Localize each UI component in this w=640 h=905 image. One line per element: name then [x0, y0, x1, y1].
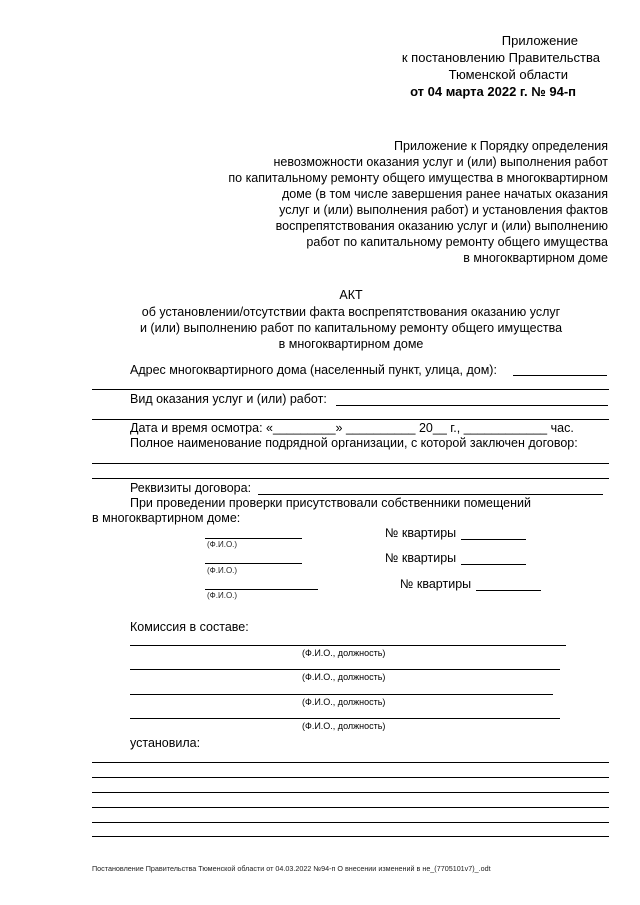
owner-fio-caption: (Ф.И.О.) — [207, 540, 238, 549]
procedure-line: по капитальному ремонту общего имущества в многоквартирном — [228, 171, 608, 185]
owners-present-text-2: в многоквартирном доме: — [92, 511, 241, 525]
commission-member-input-line[interactable] — [130, 718, 560, 719]
inspection-datetime[interactable]: Дата и время осмотра: «_________» __________ 20__ г., ____________ час. — [130, 421, 574, 435]
procedure-line: невозможности оказания услуг и (или) выполнения работ — [273, 155, 608, 169]
resolution-date: от 04 марта 2022 г. № 94-п — [410, 84, 576, 99]
address-input-line[interactable] — [513, 375, 607, 376]
apartment-label: № квартиры — [400, 577, 472, 591]
commission-label: Комиссия в составе: — [130, 620, 249, 634]
service-type-input-line[interactable] — [336, 405, 608, 406]
owners-present-text: При проведении проверки присутствовали собственники помещений — [130, 496, 531, 510]
apartment-label: № квартиры — [385, 526, 457, 540]
act-subtitle-line: в многоквартирном доме — [278, 337, 424, 351]
procedure-line: доме (в том числе завершения ранее начатых оказания — [281, 187, 608, 201]
act-heading — [92, 287, 610, 352]
procedure-line: Приложение к Порядку определения — [394, 139, 608, 153]
contract-details-label: Реквизиты договора: — [130, 481, 252, 495]
apartment-label: № квартиры — [385, 551, 457, 565]
service-type-input-line-2[interactable] — [92, 419, 609, 420]
apartment-input-line[interactable] — [461, 539, 526, 540]
contract-details-input-line[interactable] — [258, 494, 603, 495]
document-footer: Постановление Правительства Тюменской области от 04.03.2022 №94-п О внесении изменений в не_(7705101v7)_.odt — [92, 864, 491, 873]
contractor-input-line[interactable] — [92, 463, 609, 464]
findings-input-line[interactable] — [92, 792, 609, 793]
commission-member-caption: (Ф.И.О., должность) — [302, 672, 386, 682]
contractor-input-line-2[interactable] — [92, 478, 609, 479]
appendix-header-line: Тюменской области — [448, 67, 568, 82]
findings-input-line[interactable] — [92, 807, 609, 808]
owner-fio-caption: (Ф.И.О.) — [207, 591, 238, 600]
contractor-label: Полное наименование подрядной организации, с которой заключен договор: — [130, 436, 578, 450]
findings-input-line[interactable] — [92, 762, 609, 763]
apartment-input-line[interactable] — [461, 564, 526, 565]
commission-member-caption: (Ф.И.О., должность) — [302, 648, 386, 658]
established-label: установила: — [130, 736, 201, 750]
procedure-line: услуг и (или) выполнения работ) и установления фактов — [279, 203, 608, 217]
commission-member-input-line[interactable] — [130, 645, 566, 646]
commission-member-caption: (Ф.И.О., должность) — [302, 721, 386, 731]
appendix-header-line: Приложение — [501, 33, 578, 48]
address-input-line-2[interactable] — [92, 389, 609, 390]
appendix-header — [402, 32, 608, 100]
owner-fio-caption: (Ф.И.О.) — [207, 566, 238, 575]
findings-input-line[interactable] — [92, 822, 609, 823]
owner-fio-input-line[interactable] — [205, 589, 318, 590]
appendix-header-line: к постановлению Правительства — [401, 50, 600, 65]
address-label: Адрес многоквартирного дома (населенный пункт, улица, дом): — [130, 363, 497, 377]
owner-fio-input-line[interactable] — [205, 538, 302, 539]
commission-member-input-line[interactable] — [130, 694, 553, 695]
apartment-input-line[interactable] — [476, 590, 541, 591]
procedure-line: воспрепятствования оказанию услуг и (или) выполнению — [275, 219, 608, 233]
commission-member-caption: (Ф.И.О., должность) — [302, 697, 386, 707]
commission-member-input-line[interactable] — [130, 669, 560, 670]
findings-input-line[interactable] — [92, 836, 609, 837]
act-title: АКТ — [339, 288, 363, 302]
act-subtitle-line: и (или) выполнению работ по капитальному ремонту общего имущества — [139, 321, 563, 335]
findings-input-line[interactable] — [92, 777, 609, 778]
act-subtitle-line: об установлении/отсутствии факта воспрепятствования оказанию услуг — [141, 305, 561, 319]
procedure-line: работ по капитальному ремонту общего имущества — [306, 235, 608, 249]
service-type-label: Вид оказания услуг и (или) работ: — [130, 392, 327, 406]
owner-fio-input-line[interactable] — [205, 563, 302, 564]
appendix-procedure — [228, 138, 608, 266]
procedure-line: в многоквартирном доме — [463, 251, 608, 265]
